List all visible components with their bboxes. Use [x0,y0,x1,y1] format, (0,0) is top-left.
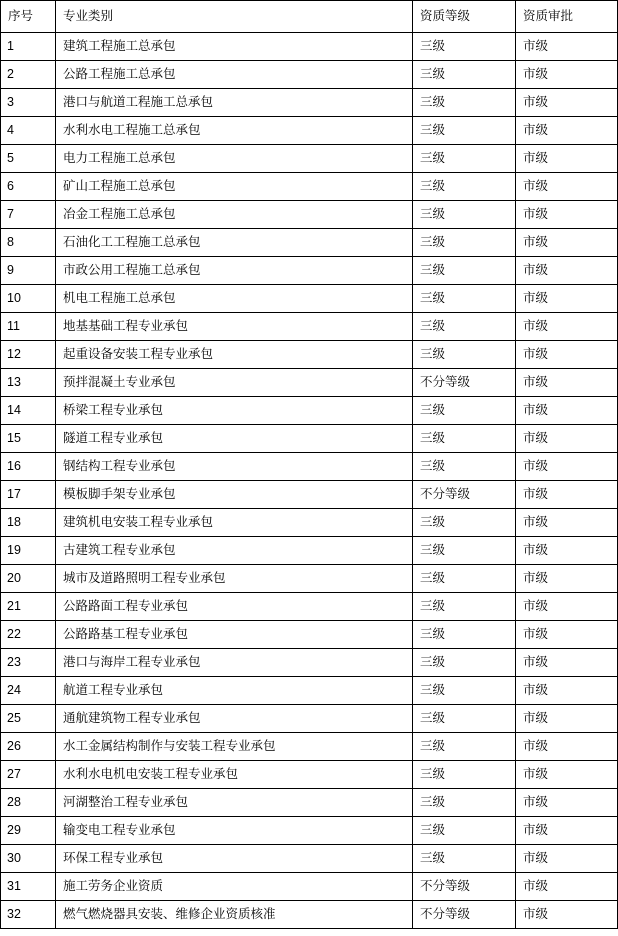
cell-level: 三级 [413,845,516,873]
cell-sequence: 9 [1,257,56,285]
cell-approval: 市级 [516,873,618,901]
cell-level: 三级 [413,145,516,173]
table-row [1,537,618,565]
cell-sequence: 15 [1,425,56,453]
cell-level: 三级 [413,509,516,537]
cell-level: 三级 [413,789,516,817]
cell-sequence: 17 [1,481,56,509]
cell-level: 三级 [413,677,516,705]
cell-sequence: 2 [1,61,56,89]
table-row [1,789,618,817]
cell-approval: 市级 [516,33,618,61]
column-header-category: 专业类别 [56,1,413,33]
cell-sequence: 10 [1,285,56,313]
cell-level: 三级 [413,425,516,453]
cell-category: 水利水电机电安装工程专业承包 [56,761,413,789]
cell-sequence: 12 [1,341,56,369]
table-row [1,257,618,285]
table-row [1,145,618,173]
cell-approval: 市级 [516,257,618,285]
cell-approval: 市级 [516,565,618,593]
table-row [1,369,618,397]
cell-approval: 市级 [516,369,618,397]
cell-level: 三级 [413,229,516,257]
cell-category: 港口与海岸工程专业承包 [56,649,413,677]
table-row [1,229,618,257]
cell-category: 公路路基工程专业承包 [56,621,413,649]
cell-level: 三级 [413,593,516,621]
cell-approval: 市级 [516,453,618,481]
cell-approval: 市级 [516,397,618,425]
cell-category: 机电工程施工总承包 [56,285,413,313]
cell-sequence: 6 [1,173,56,201]
cell-category: 电力工程施工总承包 [56,145,413,173]
cell-category: 隧道工程专业承包 [56,425,413,453]
cell-category: 预拌混凝土专业承包 [56,369,413,397]
table-row [1,453,618,481]
cell-approval: 市级 [516,313,618,341]
table-row [1,397,618,425]
cell-sequence: 18 [1,509,56,537]
cell-approval: 市级 [516,117,618,145]
cell-approval: 市级 [516,89,618,117]
cell-level: 三级 [413,761,516,789]
cell-approval: 市级 [516,593,618,621]
cell-level: 三级 [413,285,516,313]
table-row [1,873,618,901]
cell-level: 三级 [413,817,516,845]
table-row [1,285,618,313]
table-row [1,341,618,369]
cell-sequence: 32 [1,901,56,929]
cell-approval: 市级 [516,817,618,845]
cell-sequence: 16 [1,453,56,481]
cell-sequence: 29 [1,817,56,845]
cell-category: 城市及道路照明工程专业承包 [56,565,413,593]
table-row [1,845,618,873]
cell-sequence: 24 [1,677,56,705]
cell-approval: 市级 [516,509,618,537]
cell-category: 石油化工工程施工总承包 [56,229,413,257]
cell-level: 三级 [413,33,516,61]
cell-approval: 市级 [516,649,618,677]
cell-approval: 市级 [516,481,618,509]
cell-level: 三级 [413,537,516,565]
cell-category: 市政公用工程施工总承包 [56,257,413,285]
cell-approval: 市级 [516,425,618,453]
cell-category: 地基基础工程专业承包 [56,313,413,341]
cell-sequence: 30 [1,845,56,873]
cell-category: 河湖整治工程专业承包 [56,789,413,817]
cell-sequence: 14 [1,397,56,425]
cell-category: 公路路面工程专业承包 [56,593,413,621]
table-header [1,1,618,33]
cell-sequence: 1 [1,33,56,61]
cell-category: 施工劳务企业资质 [56,873,413,901]
cell-approval: 市级 [516,705,618,733]
cell-category: 公路工程施工总承包 [56,61,413,89]
cell-approval: 市级 [516,173,618,201]
table-body [1,33,618,929]
table-row [1,173,618,201]
cell-level: 三级 [413,173,516,201]
cell-category: 港口与航道工程施工总承包 [56,89,413,117]
column-header-approval: 资质审批 [516,1,618,33]
table-row [1,733,618,761]
cell-level: 三级 [413,649,516,677]
table-row [1,481,618,509]
cell-level: 不分等级 [413,369,516,397]
cell-level: 三级 [413,705,516,733]
cell-approval: 市级 [516,621,618,649]
cell-sequence: 5 [1,145,56,173]
cell-category: 钢结构工程专业承包 [56,453,413,481]
cell-category: 模板脚手架专业承包 [56,481,413,509]
table-row [1,201,618,229]
cell-approval: 市级 [516,537,618,565]
cell-sequence: 25 [1,705,56,733]
cell-approval: 市级 [516,341,618,369]
cell-sequence: 3 [1,89,56,117]
cell-category: 古建筑工程专业承包 [56,537,413,565]
cell-level: 三级 [413,313,516,341]
cell-sequence: 19 [1,537,56,565]
cell-level: 三级 [413,257,516,285]
cell-approval: 市级 [516,901,618,929]
table-row [1,117,618,145]
table-row [1,33,618,61]
cell-category: 水工金属结构制作与安装工程专业承包 [56,733,413,761]
table-row [1,621,618,649]
table-row [1,761,618,789]
cell-sequence: 4 [1,117,56,145]
cell-level: 三级 [413,117,516,145]
cell-approval: 市级 [516,285,618,313]
cell-level: 三级 [413,201,516,229]
cell-level: 三级 [413,453,516,481]
cell-sequence: 28 [1,789,56,817]
cell-approval: 市级 [516,733,618,761]
cell-approval: 市级 [516,845,618,873]
cell-level: 不分等级 [413,481,516,509]
cell-category: 航道工程专业承包 [56,677,413,705]
cell-sequence: 27 [1,761,56,789]
cell-category: 环保工程专业承包 [56,845,413,873]
cell-approval: 市级 [516,677,618,705]
cell-approval: 市级 [516,789,618,817]
cell-sequence: 11 [1,313,56,341]
cell-sequence: 22 [1,621,56,649]
table-row [1,817,618,845]
table-row [1,89,618,117]
table-row [1,565,618,593]
cell-approval: 市级 [516,201,618,229]
table-row [1,593,618,621]
cell-level: 三级 [413,341,516,369]
cell-sequence: 23 [1,649,56,677]
cell-approval: 市级 [516,145,618,173]
cell-category: 矿山工程施工总承包 [56,173,413,201]
cell-level: 不分等级 [413,873,516,901]
cell-approval: 市级 [516,761,618,789]
cell-level: 三级 [413,397,516,425]
table-row [1,61,618,89]
cell-sequence: 8 [1,229,56,257]
cell-sequence: 7 [1,201,56,229]
cell-category: 输变电工程专业承包 [56,817,413,845]
cell-sequence: 21 [1,593,56,621]
cell-approval: 市级 [516,229,618,257]
cell-level: 三级 [413,89,516,117]
table-header-row [1,1,618,33]
table-row [1,901,618,929]
table-row [1,677,618,705]
cell-category: 水利水电工程施工总承包 [56,117,413,145]
cell-level: 三级 [413,565,516,593]
cell-level: 三级 [413,621,516,649]
cell-sequence: 26 [1,733,56,761]
cell-sequence: 13 [1,369,56,397]
column-header-sequence: 序号 [1,1,56,33]
cell-sequence: 20 [1,565,56,593]
cell-sequence: 31 [1,873,56,901]
cell-level: 三级 [413,733,516,761]
cell-approval: 市级 [516,61,618,89]
table-row [1,509,618,537]
cell-category: 建筑工程施工总承包 [56,33,413,61]
table-row [1,649,618,677]
cell-category: 建筑机电安装工程专业承包 [56,509,413,537]
table-row [1,705,618,733]
cell-category: 桥梁工程专业承包 [56,397,413,425]
table-row [1,313,618,341]
table-row [1,425,618,453]
cell-category: 起重设备安装工程专业承包 [56,341,413,369]
cell-level: 不分等级 [413,901,516,929]
cell-category: 燃气燃烧器具安装、维修企业资质核准 [56,901,413,929]
cell-level: 三级 [413,61,516,89]
column-header-level: 资质等级 [413,1,516,33]
cell-category: 通航建筑物工程专业承包 [56,705,413,733]
cell-category: 冶金工程施工总承包 [56,201,413,229]
